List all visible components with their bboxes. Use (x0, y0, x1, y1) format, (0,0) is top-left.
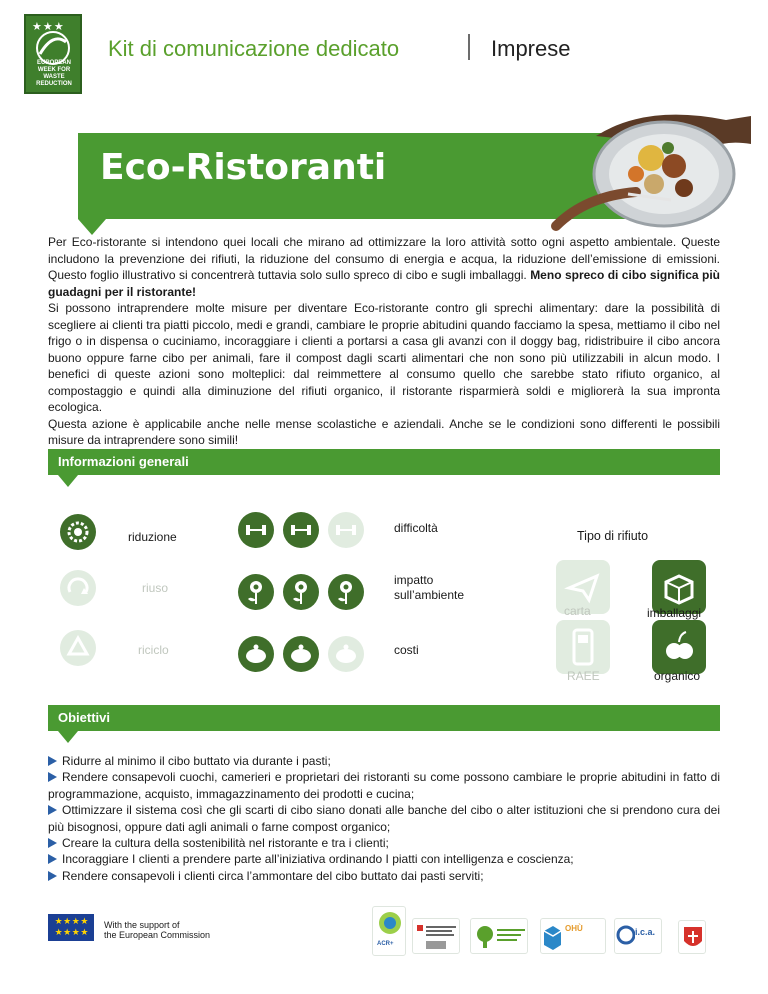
impact-flower-icon-3 (328, 574, 364, 610)
bullet-arrow-icon (48, 756, 57, 766)
eu-flag (48, 914, 94, 941)
intro-paragraph-3: Questa azione è applicabile anche nelle mense scolastiche e aziendali. Anche se le condizioni sono differenti le possibili misure da intraprendere sono simili! (48, 416, 720, 447)
label-riduzione: riduzione (128, 530, 177, 544)
objectives-list (48, 753, 720, 884)
partner-logo-ohu: OHÙ (540, 918, 606, 954)
ewwr-logo (24, 14, 82, 94)
cost-piggybank-icon-1 (238, 636, 274, 672)
bullet-arrow-icon (48, 805, 57, 815)
info-section-header (48, 449, 720, 475)
partner-logo-ica: i.c.a. (614, 918, 662, 954)
list-item: Incoraggiare I clienti a prendere parte all’iniziativa ordinando I piatti con intelligenza e coscienza; (48, 851, 720, 867)
intro-highlight: Meno spreco di cibo significa più guadagni per il ristorante! (48, 268, 720, 299)
list-item: Rendere consapevoli cuochi, camerieri e proprietari dei ristoranti su come possono cambiare le proprie abitudini in fatto di programmazione, acquisto, immagazzinamento dei prodotti e cucina; (48, 770, 720, 801)
objectives-section-header (48, 705, 720, 731)
list-item: Rendere consapevoli i clienti circa l’ammontare del cibo buttato dai pasti serviti; (48, 868, 720, 884)
cost-piggybank-icon-2 (283, 636, 319, 672)
partner-logo-fondazione (470, 918, 528, 954)
apple-core-icon (652, 620, 706, 674)
label-difficolta: difficoltà (394, 521, 438, 535)
label-organico: organico (654, 669, 701, 683)
impact-flower-icon-1 (238, 574, 274, 610)
list-item: Creare la cultura della sostenibilità nel ristorante e tra i clienti; (48, 835, 720, 851)
bullet-arrow-icon (48, 772, 57, 782)
impact-flower-icon-2 (283, 574, 319, 610)
waste-type-heading: Tipo di rifiuto (577, 529, 649, 543)
hero-banner-tail (78, 219, 106, 235)
label-riciclo: riciclo (138, 643, 169, 657)
intro-paragraph-2: Si possono intraprendere molte misure per diventare Eco-ristorante contro gli sprechi alimentary: dare la possibilità di scegliere ai clienti tra piatti piccolo, medi e grandi, cambiare le proprie abitudini quando facciamo la spesa, mettiamo il cibo nel frigo o in dispensa o cuciniamo, incoraggiare i clienti a portarsi a casa gli avanzi con il doggy bag, ridistribuire il cibo ancora buono oppure farne cibo per animali, fare il compost dagli scarti alimentari che non sono più utilizzabili in alcun modo. I benefici di queste azioni sono molteplici: dal reimmettere al consumo quello che sarebbe stato rifiuto organico, al compostaggio e quindi alla diminuzione del rifiuti organico, il ristorante risparmierà soldi e migliorerà la sua impronta ecologica. (48, 301, 720, 414)
ica-arc-icon (615, 919, 635, 954)
info-section-tail (58, 475, 78, 487)
catalonia-flag-icon (413, 919, 460, 954)
partner-logo-municipality (678, 920, 706, 954)
intro-paragraph-1: Per Eco-ristorante si intendono quei locali che mirano ad ottimizzare la loro attività sotto ogni aspetto ambientale. Queste includono la prevenzione dei rifiuti, la riduzione del consumo di energia e acqua, la riduzione dell’emissione di emissioni. Questo foglio illustrativo si concentrerà tuttavia solo sullo spreco di cibo e sugli imballaggi. (48, 235, 720, 282)
info-section-title: Informazioni generali (58, 454, 189, 469)
bullet-arrow-icon (48, 854, 57, 864)
reuse-arrows-icon (60, 570, 96, 606)
tree-icon (471, 919, 528, 954)
page-title: Eco-Ristoranti (100, 147, 387, 188)
partner-logo-acr: ACR+ (372, 906, 406, 956)
logo-text: EUROPEAN WEEK FOR WASTE REDUCTION (36, 60, 72, 87)
coat-of-arms-icon (679, 921, 706, 954)
reduce-gear-icon (60, 514, 96, 550)
list-item: Ridurre al minimo il cibo buttato via durante i pasti; (48, 753, 720, 769)
bullet-arrow-icon (48, 871, 57, 881)
eu-support-text: With the support of the European Commission (104, 920, 211, 940)
bullet-arrow-icon (48, 838, 57, 848)
recycle-icon (60, 630, 96, 666)
eu-stars-icon: ★ ★ ★ ★ ★ ★ ★ ★ (54, 916, 88, 937)
acr-globe-icon (373, 907, 406, 939)
cost-piggybank-icon-3 (328, 636, 364, 672)
ohu-cube-icon (541, 919, 563, 954)
label-raee: RAEE (567, 669, 600, 683)
intro-text (48, 234, 720, 449)
objectives-section-tail (58, 731, 78, 743)
header-title: Kit di comunicazione dedicato (108, 36, 400, 61)
difficulty-dumbbell-icon-1 (238, 512, 274, 548)
label-imballaggi: imballaggi (647, 606, 702, 620)
list-item: Ottimizzare il sistema così che gli scarti di cibo siano donati alle banche del cibo o alter istituzioni che si prendono cura dei più bisognosi, oppure dati agli animali o farne compost organico; (48, 803, 720, 834)
label-carta: carta (564, 604, 591, 618)
label-costi: costi (394, 643, 419, 657)
label-impatto: impatto sull’ambiente (394, 573, 465, 602)
partner-logo-catalonia (412, 918, 460, 954)
label-riuso: riuso (142, 581, 169, 595)
header-separator (468, 34, 470, 60)
header-section: Imprese (491, 36, 571, 61)
food-plate-photo (536, 96, 758, 236)
difficulty-dumbbell-icon-2 (283, 512, 319, 548)
difficulty-dumbbell-icon-3 (328, 512, 364, 548)
mobile-phone-icon (556, 620, 610, 674)
eu-stars-icon: ★ ★ ★ (32, 21, 63, 33)
objectives-section-title: Obiettivi (58, 710, 111, 725)
